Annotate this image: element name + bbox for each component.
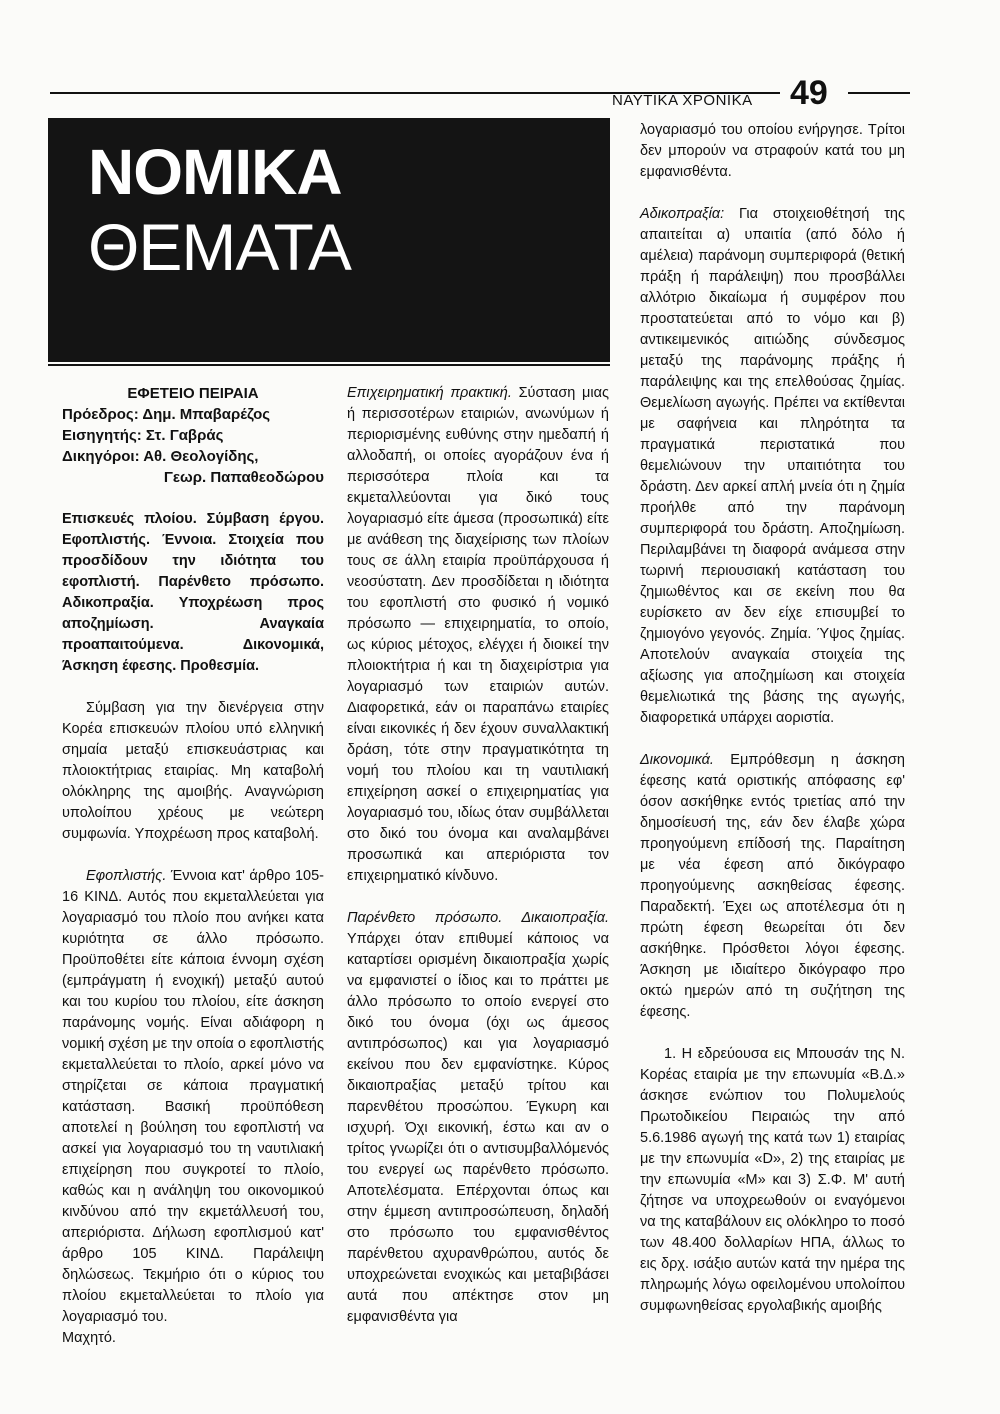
col3-paragraph-2-lead: Αδικοπραξία: (640, 206, 725, 222)
col2-paragraph-2-body: Υπάρχει όταν επιθυμεί κάποιος να καταρτίσει ορισμένη δικαιοπραξία χωρίς να εμφανιστεί ο ίδιος και το πράττει με άλλο πρόσωπο το οποίο ενεργεί στο δικό του όνομα (όχι ως άμεσος αντιπρόσωπος) και για λογαριασμό εκείνου που δεν εμφανίστηκε. Κύρος δικαιοπραξίας μεταξύ τρίτου και παρενθέτου προσώπου. Έγκυρη και ισχυρή. Όχι εικονική, έστω και αν ο τρίτος γνωρίζει ότι ο αντισυμβαλλόμενός του ενεργεί ως παρένθετο πρόσωπο. Αποτελέσματα. Επέρχονται όπως και στην έμμεση αντιπροσώπευση, δηλαδή στο πρόσωπο του εμφανισθέντος παρένθετου αχυρανθρώπου, αυτός δε υποχρεώνεται ενοχικώς και μεταβιβάσει αυτά που απέκτησε στον μη εμφανισθέντα για (347, 931, 609, 1325)
col3-paragraph-2 (640, 204, 905, 729)
col2-paragraph-1 (347, 383, 609, 887)
col3-paragraph-4: 1. Η εδρεύουσα εις Μπουσάν της Ν. Κορέας εταιρία με την επωνυμία «Β.Δ.» άσκησε ενώπιον του Πολυμελούς Πρωτοδικείου Πειραιώς την από 5.6.1986 αγωγή της κατά των 1) εταιρίας με την επωνυμία «D», 2) της εταιρίας με την επωνυμία «Μ» και 3) Σ.Φ. Μ' αυτή ζήτησε να υποχρεωθούν οι εναγόμενοι να της καταβάλουν εις ολόκληρο το ποσό των 48.400 δολλαρίων ΗΠΑ, άλλως το εις δρχ. ισάξιο αυτών κατά την ημέρα της πληρωμής λόγω οφειλομένου υπολοίπου συμφωνηθείσας εργολαβικής αμοιβής (640, 1046, 905, 1314)
court-name: ΕΦΕΤΕΙΟ ΠΕΙΡΑΙΑ (127, 385, 259, 402)
column-2 (347, 383, 609, 1349)
col1-paragraph-3: Μαχητό. (62, 1330, 116, 1346)
court-lawyers: Δικηγόροι: Αθ. Θεολογίδης, (62, 448, 259, 465)
column-3 (640, 120, 905, 1338)
col3-paragraph-1: λογαριασμό του οποίου ενήργησε. Τρίτοι δεν μπορούν να στραφούν κατά του μη εμφανισθέντα. (640, 122, 905, 180)
court-lawyers-2: Γεωρ. Παπαθεοδώρου (163, 469, 324, 486)
court-rapporteur: Εισηγητής: Στ. Γαβράς (62, 427, 224, 444)
header-rule-right (848, 92, 910, 94)
case-summary: Επισκευές πλοίου. Σύμβαση έργου. Εφοπλιστής. Έννοια. Στοιχεία που προσδίδουν την ιδιότητα του εφοπλιστή. Παρένθετο πρόσωπο. Αδικοπραξία. Υποχρέωση προς αποζημίωση. Αναγκαία προαπαιτούμενα. Δικονομικά, Άσκηση έφεσης. Προθεσμία. (62, 511, 324, 674)
col1-paragraph-2-body: Έννοια κατ' άρθρο 105-16 ΚΙΝΔ. Αυτός που εκμεταλλεύεται για λογαριασμό του πλοίο που ανήκει κατα κυριότητα σε άλλο πρόσωπο. Προϋποθέτει είτε κάποια έννομη σχέση (εμπράγματη ή ενοχική) μεταξύ αυτού και του κυρίου του πλοίου, είτε άσκηση παράνομης νομής. Είναι αδιάφορη η νομική σχέση με την οποία ο εφοπλιστής εκμεταλλεύεται το πλοίο, αρκεί μόνο να στηρίζεται σε κάποια πραγματική κατάσταση. Βασική προϋπόθεση αποτελεί η βούληση του εφοπλιστή να ασκεί για λογαριασμό του τη ναυτιλιακή επιχείρηση που συγκροτεί το πλοίο, καθώς και η ανάληψη του οικονομικού κινδύνου από την εκμετάλλευσή του, απεριόριστα. Δήλωση εφοπλισμού κατ' άρθρο 105 ΚΙΝΔ. Παράλειψη δηλώσεως. Τεκμήριο ότι ο κύριος του πλοίου εκμεταλλεύεται το πλοίο για λογαριασμό του. (62, 868, 324, 1325)
col3-paragraph-2-body: Για στοιχειοθέτησή της απαιτείται α) υπαιτία (από δόλο ή αμέλεια) παράνομη συμπεριφορά (θετική πράξη ή παράλειψη) που προσβάλλει αλλότριο δικαίωμα ή συμφέρον που προστατεύεται από το νόμο και β) αντικειμενικός αιτιώδης σύνδεσμος μεταξύ της παράνομης πράξης ή παράλειψης και της επελθούσας ζημίας. Θεμελίωση αγωγής. Πρέπει να εκτίθενται με σαφήνεια και πληρότητα τα πραγματικά περιστατικά που θεμελιώνουν την υπαιτιότητα του δράστη. Δεν αρκεί απλή μνεία ότι η ζημία προήλθε από την παράνομη συμπεριφορά του δράστη. Αποζημίωση. Περιλαμβάνει τη διαφορά ανάμεσα στην τωρινή περιουσιακή κατάσταση του ζημιωθέντος και σε εκείνη που θα ευρίσκετο αν δεν είχε επισυμβεί το ζημιογόνο γεγονός. Ζημία. Ύψος ζημίας. Αποτελούν αναγκαία στοιχεία της αξίωσης για αποζημίωση και στοιχεία θεμελιωτικά της βάσης της αγωγής, διαφορετικά υπάρχει αοριστία. (640, 206, 905, 726)
col1-paragraph-1: Σύμβαση για την διενέργεια στην Κορέα επισκευών πλοίου υπό ελληνική σημαία μεταξύ επισκευάστριας και πλοιοκτήτριας εταιρίας. Μη καταβολή ολόκληρης της αμοιβής. Αναγνώριση υπολοίπου χρέους με νεώτερη συμφωνία. Υποχρέωση προς καταβολή. (62, 700, 324, 842)
col1-paragraph-2-lead: Εφοπλιστής. (86, 868, 167, 884)
col2-paragraph-1-body: Σύσταση μιας ή περισσοτέρων εταιριών, ανωνύμων ή περιορισμένης ευθύνης στην ημεδαπή ή αλλοδαπή, οι οποίες αγοράζουν ένα ή περισσότερα πλοία και τα εκμεταλλεύονται για δικό τους λογαριασμό είτε άμεσα (προσωπικά) είτε με ανάθεση της διαχείρισης των πλοίων τους σε άλλη εταιρία προϋπάρχουσα ή νεοσύστατη. Δεν προσδίδεται η ιδιότητα του εφοπλιστή στο φυσικό ή νομικό πρόσωπο — επιχειρηματία, το οποίο, ως κύριος μέτοχος, ελέγχει ή διοικεί την πλοιοκτήτρια ή και τη διαχειρίστρια για λογαριασμό των εταιριών αυτών. Διαφορετικά, εάν οι παραπάνω εταιρίες είναι εικονικές ή δεν έχουν συναλλακτική δράση, τότε στην πραγματικότητα τη νομή του πλοίου και τη ναυτιλιακή επιχείρηση ασκεί ο επιχειρηματίας για λογαριασμό του, ιδίως όταν συμβάλλεται στο δικό του όνομα και αναλαμβάνει προσωπικά και απεριόριστα τον επιχειρηματικό κίνδυνο. (347, 385, 609, 884)
magazine-name: ΝΑΥΤΙΚΑ ΧΡΟΝΙΚΑ (612, 92, 753, 109)
col3-paragraph-3-lead: Δικονομικά. (640, 752, 714, 768)
court-info (62, 383, 324, 488)
court-president: Πρόεδρος: Δημ. Μπαβαρέζος (62, 406, 271, 423)
banner-underline (48, 364, 610, 366)
col3-paragraph-3-body: Εμπρόθεσμη η άσκηση έφεσης κατά οριστικής απόφασης εφ' όσον ασκήθηκε εντός τριετίας από την δημοσίευσή της, εάν δεν έλαβε χώρα προηγούμενη επίδοσή της. Παραίτηση με νέα έφεση από δικόγραφο προηγούμενης ασκηθείσας έφεσης. Παραδεκτή. Έχει ως αποτέλεσμα ότι η πρώτη έφεση θεωρείται ότι δεν ασκήθηκε. Πρόσθετοι λόγοι έφεσης. Άσκηση με ιδιαίτερο δικόγραφο προ οκτώ ημερών από τη συζήτηση της έφεσης. (640, 752, 905, 1020)
section-title-line2: ΘΕΜΑΤΑ (88, 210, 351, 284)
col1-paragraph-2 (62, 866, 324, 1328)
col2-paragraph-2 (347, 908, 609, 1328)
col3-paragraph-3 (640, 750, 905, 1023)
col2-paragraph-2-lead: Παρένθετο πρόσωπο. Δικαιοπραξία. (347, 910, 609, 926)
column-1 (62, 383, 324, 1370)
section-title-line1: ΝΟΜΙΚΑ (88, 136, 342, 208)
col2-paragraph-1-lead: Επιχειρηματική πρακτική. (347, 385, 512, 401)
page-number: 49 (790, 74, 828, 112)
